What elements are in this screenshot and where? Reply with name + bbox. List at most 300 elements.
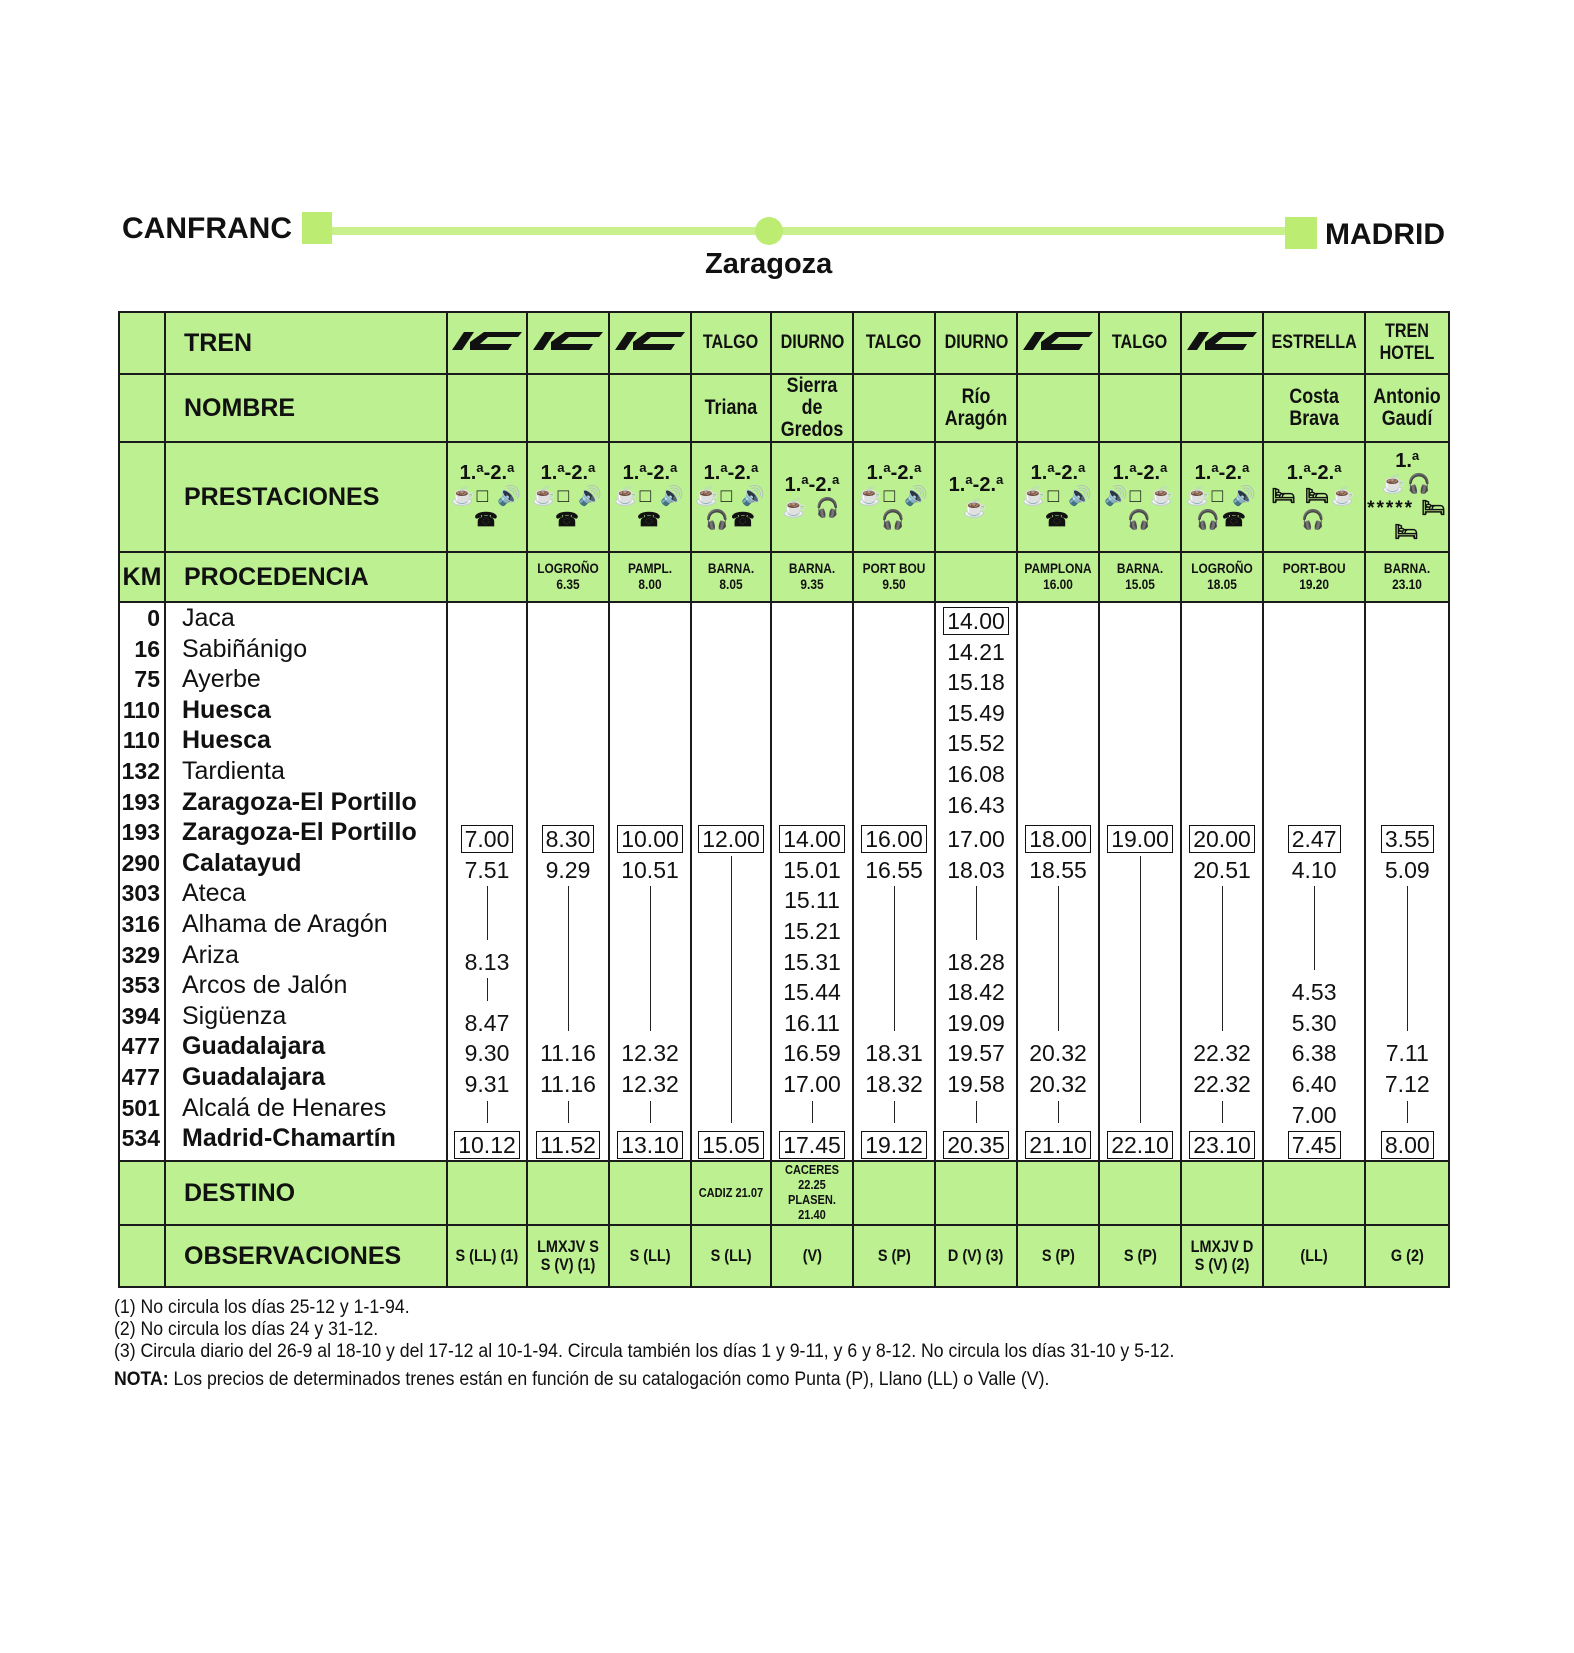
services-icon: ☕□ 🔊☎	[1021, 486, 1095, 531]
train-name-text: Costa Brava	[1289, 385, 1339, 430]
train-destination-9	[1181, 1161, 1263, 1225]
time-value: 8.00	[1381, 1131, 1434, 1159]
time-cell	[1366, 856, 1448, 884]
train-name-2	[609, 374, 691, 442]
time-column-7	[1017, 602, 1099, 1161]
time-value: 20.51	[1193, 856, 1251, 883]
time-value: 16.08	[947, 761, 1005, 787]
train-type-10	[1263, 312, 1365, 374]
train-type-text: TALGO	[866, 332, 922, 353]
observations-text: S (P)	[877, 1245, 911, 1265]
time-cell	[448, 1009, 526, 1037]
train-observations-2	[609, 1225, 691, 1287]
train-services-3	[691, 442, 771, 552]
class-text: 1.ª-2.ª	[622, 462, 678, 484]
time-value: 15.44	[783, 979, 841, 1006]
services-icon: 🛏 🛏☕ 🎧	[1271, 486, 1357, 531]
time-value: 15.11	[784, 887, 840, 914]
train-services-10	[1263, 442, 1365, 552]
time-cell	[936, 978, 1016, 1006]
time-value: 15.21	[783, 918, 841, 944]
class-text: 1.ª-2.ª	[866, 462, 922, 484]
km-header-blank	[119, 312, 165, 374]
time-cell	[1264, 1101, 1364, 1129]
class-text: 1.ª-2.ª	[459, 462, 515, 484]
time-cell	[692, 825, 770, 853]
station-name: Madrid-Chamartín	[182, 1124, 396, 1153]
services-icon: ☕□ 🔊🎧☎	[1185, 486, 1259, 531]
time-cell	[936, 638, 1016, 666]
origin-text: PORT BOU 9.50	[862, 560, 926, 592]
train-name-1	[527, 374, 609, 442]
time-cell	[1264, 1039, 1364, 1067]
origin-text: LOGROÑO 18.05	[1191, 560, 1253, 592]
km-value: 0	[147, 605, 160, 631]
train-name-text: Triana	[704, 396, 758, 419]
time-value: 22.32	[1193, 1040, 1251, 1067]
km-value: 303	[121, 880, 160, 907]
train-observations-6	[935, 1225, 1017, 1287]
time-cell	[772, 1009, 852, 1037]
pass-through-line	[487, 1101, 488, 1124]
pass-through-line	[1222, 886, 1223, 1031]
time-cell	[936, 1009, 1016, 1037]
km-value: 477	[121, 1033, 160, 1060]
time-cell	[448, 1039, 526, 1067]
train-type-6	[935, 312, 1017, 374]
pass-through-line	[650, 1101, 651, 1124]
time-cell	[1366, 1039, 1448, 1067]
train-services-9	[1181, 442, 1263, 552]
km-footer-blank	[119, 1161, 165, 1225]
train-name-0	[447, 374, 527, 442]
time-value: 19.12	[861, 1131, 927, 1159]
time-column-8	[1099, 602, 1181, 1161]
class-text: 1.ª	[1395, 450, 1420, 472]
origin-text: BARNA. 9.35	[788, 560, 836, 592]
train-type-11	[1365, 312, 1449, 374]
time-column-5	[853, 602, 935, 1161]
train-type-4	[771, 312, 853, 374]
train-type-5	[853, 312, 935, 374]
services-icon: ☕□ 🔊🎧	[857, 486, 931, 531]
time-value: 19.57	[947, 1040, 1005, 1067]
observations-text: S (LL)	[710, 1245, 752, 1265]
train-destination-2	[609, 1161, 691, 1225]
train-observations-4	[771, 1225, 853, 1287]
route-via-marker	[755, 217, 783, 245]
train-type-7	[1017, 312, 1099, 374]
time-value: 12.32	[621, 1071, 679, 1097]
time-value: 18.55	[1029, 856, 1087, 883]
origin-text: BARNA. 23.10	[1384, 560, 1431, 592]
train-type-3	[691, 312, 771, 374]
time-cell	[854, 856, 934, 884]
time-value: 18.31	[865, 1040, 923, 1067]
time-value: 20.35	[943, 1131, 1009, 1159]
time-value: 6.40	[1291, 1071, 1337, 1097]
time-cell	[1264, 1131, 1364, 1159]
train-observations-0	[447, 1225, 527, 1287]
time-value: 17.00	[947, 826, 1005, 853]
km-value: 394	[121, 1002, 160, 1029]
km-value: 329	[121, 941, 160, 968]
time-cell	[854, 1131, 934, 1159]
time-cell	[936, 699, 1016, 727]
time-value: 7.00	[461, 825, 514, 853]
time-value: 4.53	[1291, 979, 1337, 1006]
station-name: Guadalajara	[182, 1032, 326, 1061]
time-value: 20.00	[1189, 825, 1255, 853]
station-name: Tardienta	[182, 756, 285, 785]
train-destination-8	[1099, 1161, 1181, 1225]
time-value: 15.52	[947, 730, 1005, 757]
train-services-6	[935, 442, 1017, 552]
train-observations-5	[853, 1225, 935, 1287]
route-start-marker	[302, 212, 332, 244]
train-type-2	[609, 312, 691, 374]
time-value: 9.30	[464, 1040, 510, 1067]
station-name: Huesca	[182, 726, 271, 755]
time-cell	[936, 668, 1016, 696]
time-value: 18.03	[947, 856, 1005, 883]
observations-text: S (LL)	[629, 1245, 671, 1265]
origin-text: PAMPL. 8.00	[627, 560, 673, 592]
station-name: Arcos de Jalón	[182, 971, 348, 1000]
time-cell	[772, 948, 852, 976]
time-value: 16.11	[784, 1009, 840, 1036]
time-cell	[1018, 825, 1098, 853]
pass-through-line	[650, 886, 651, 1031]
observations-text: S (P)	[1041, 1245, 1075, 1265]
intercity-logo-icon	[1021, 328, 1095, 354]
label-tren: TREN	[165, 312, 447, 374]
time-value: 11.16	[540, 1040, 596, 1067]
time-cell	[1182, 1131, 1262, 1159]
train-type-9	[1181, 312, 1263, 374]
km-value: 132	[121, 757, 160, 784]
intercity-logo-icon	[450, 328, 524, 354]
time-value: 11.16	[540, 1071, 596, 1097]
train-destination-1	[527, 1161, 609, 1225]
train-destination-7	[1017, 1161, 1099, 1225]
train-services-1	[527, 442, 609, 552]
time-value: 17.00	[783, 1071, 841, 1097]
station-name: Zaragoza-El Portillo	[182, 818, 417, 847]
services-icon: ☕ 🎧	[782, 498, 842, 519]
time-value: 8.13	[464, 948, 510, 975]
pass-through-line	[1407, 886, 1408, 1031]
km-value: 110	[122, 727, 160, 754]
observations-text: (V)	[802, 1245, 822, 1265]
origin-text: BARNA. 15.05	[1116, 560, 1164, 592]
intercity-logo-icon	[1185, 328, 1259, 354]
train-origin-11	[1365, 552, 1449, 602]
services-icon: ☕□ 🔊☎	[613, 486, 687, 531]
time-column-1	[527, 602, 609, 1161]
label-destino: DESTINO	[165, 1161, 447, 1225]
time-cell	[772, 917, 852, 945]
label-nombre: NOMBRE	[165, 374, 447, 442]
time-cell	[772, 1070, 852, 1098]
time-value: 18.00	[1025, 825, 1091, 853]
train-destination-4	[771, 1161, 853, 1225]
time-cell	[692, 1131, 770, 1159]
time-value: 10.00	[617, 825, 683, 853]
time-value: 15.05	[698, 1131, 764, 1159]
train-destination-11	[1365, 1161, 1449, 1225]
train-type-0	[447, 312, 527, 374]
time-column-3	[691, 602, 771, 1161]
route-origin: CANFRANC	[122, 212, 292, 245]
km-value: 110	[122, 696, 160, 723]
route-line	[305, 227, 1315, 235]
time-cell	[936, 791, 1016, 819]
time-value: 4.10	[1291, 856, 1337, 883]
time-value: 8.30	[542, 825, 595, 853]
time-value: 22.32	[1193, 1071, 1251, 1097]
time-cell	[772, 1039, 852, 1067]
class-text: 1.ª-2.ª	[1286, 462, 1342, 484]
class-text: 1.ª-2.ª	[1030, 462, 1086, 484]
time-cell	[1018, 1070, 1098, 1098]
time-cell	[936, 825, 1016, 853]
pass-through-line	[894, 1101, 895, 1124]
train-name-7	[1017, 374, 1099, 442]
time-value: 7.45	[1288, 1131, 1341, 1159]
time-value: 15.31	[783, 948, 841, 975]
train-type-8	[1099, 312, 1181, 374]
train-services-7	[1017, 442, 1099, 552]
observations-text: S (LL) (1)	[455, 1245, 519, 1265]
train-origin-3	[691, 552, 771, 602]
km-value: 193	[121, 788, 160, 815]
time-cell	[1018, 1131, 1098, 1159]
nota	[114, 1369, 1174, 1391]
time-value: 8.47	[464, 1009, 510, 1036]
time-cell	[1100, 1131, 1180, 1159]
class-text: 1.ª-2.ª	[1112, 462, 1168, 484]
pass-through-line	[1058, 1101, 1059, 1124]
time-value: 18.32	[865, 1071, 923, 1097]
train-type-text: DIURNO	[780, 332, 844, 353]
observations-text: (LL)	[1300, 1245, 1328, 1265]
train-name-6	[935, 374, 1017, 442]
train-observations-8	[1099, 1225, 1181, 1287]
time-cell	[448, 825, 526, 853]
observations-text: LMXJV D S (V) (2)	[1190, 1236, 1254, 1274]
time-cell	[1366, 825, 1448, 853]
route-via: Zaragoza	[705, 248, 833, 280]
route-end-marker	[1285, 217, 1317, 249]
time-cell	[936, 607, 1016, 635]
time-value: 9.31	[464, 1071, 510, 1097]
nota-text: Los precios de determinados trenes están en función de su catalogación como Punta (P), Llano (LL) o Valle (V).	[168, 1369, 1050, 1390]
time-column-6	[935, 602, 1017, 1161]
train-destination-5	[853, 1161, 935, 1225]
time-value: 10.12	[454, 1131, 520, 1159]
train-name-5	[853, 374, 935, 442]
time-value: 5.30	[1291, 1009, 1337, 1036]
train-name-11	[1365, 374, 1449, 442]
time-value: 16.43	[947, 791, 1005, 818]
time-value: 11.52	[536, 1131, 600, 1159]
time-cell	[528, 856, 608, 884]
station-name: Ariza	[182, 940, 239, 969]
km-value: 477	[121, 1063, 160, 1090]
time-cell	[610, 1070, 690, 1098]
train-services-2	[609, 442, 691, 552]
services-icon: ☕🎧 ***** 🛏🛏	[1367, 474, 1448, 543]
pass-through-line	[1222, 1101, 1223, 1124]
time-value: 12.00	[698, 825, 764, 853]
time-value: 17.45	[779, 1131, 845, 1159]
train-origin-2	[609, 552, 691, 602]
train-name-9	[1181, 374, 1263, 442]
time-cell	[936, 1039, 1016, 1067]
time-cell	[772, 856, 852, 884]
timetable	[118, 311, 1450, 1288]
time-value: 7.51	[464, 856, 510, 883]
time-value: 21.10	[1025, 1131, 1091, 1159]
train-origin-4	[771, 552, 853, 602]
time-value: 6.38	[1291, 1040, 1337, 1067]
services-icon: 🔊□ ☕🎧	[1103, 486, 1177, 531]
time-value: 2.47	[1288, 825, 1341, 853]
station-column	[165, 602, 447, 1161]
time-cell	[610, 1131, 690, 1159]
train-origin-1	[527, 552, 609, 602]
time-column-4	[771, 602, 853, 1161]
train-destination-3	[691, 1161, 771, 1225]
nota-label: NOTA:	[114, 1369, 169, 1390]
time-cell	[448, 1070, 526, 1098]
train-observations-3	[691, 1225, 771, 1287]
time-cell	[610, 1039, 690, 1067]
station-name: Jaca	[182, 604, 235, 632]
destination-text: CACERES 22.25 PLASEN. 21.40	[784, 1162, 840, 1222]
train-observations-7	[1017, 1225, 1099, 1287]
train-name-3	[691, 374, 771, 442]
time-value: 7.11	[1385, 1040, 1429, 1067]
time-cell	[1264, 825, 1364, 853]
observations-text: G (2)	[1390, 1245, 1424, 1265]
km-value: 316	[121, 910, 160, 937]
train-origin-5	[853, 552, 935, 602]
time-cell	[528, 1131, 608, 1159]
time-cell	[610, 856, 690, 884]
time-cell	[610, 825, 690, 853]
time-value: 3.55	[1381, 825, 1434, 853]
origin-text: PORT-BOU 19.20	[1282, 560, 1346, 592]
km-value: 16	[134, 635, 160, 662]
time-cell	[936, 1070, 1016, 1098]
train-name-4	[771, 374, 853, 442]
km-header-blank-2	[119, 374, 165, 442]
time-value: 7.00	[1291, 1101, 1337, 1128]
train-type-text: TALGO	[703, 332, 759, 353]
km-value: 193	[121, 819, 160, 846]
route-destination: MADRID	[1325, 218, 1445, 251]
time-cell	[772, 1131, 852, 1159]
time-cell	[854, 825, 934, 853]
time-cell	[448, 948, 526, 976]
footnote-2: (2) No circula los días 24 y 31-12.	[114, 1319, 379, 1340]
train-origin-9	[1181, 552, 1263, 602]
pass-through-line	[976, 1101, 977, 1124]
time-value: 19.58	[947, 1071, 1005, 1097]
time-value: 16.00	[861, 825, 927, 853]
station-name: Sabiñánigo	[182, 634, 308, 663]
time-value: 23.10	[1189, 1131, 1255, 1159]
train-observations-11	[1365, 1225, 1449, 1287]
time-column-0	[447, 602, 527, 1161]
time-value: 16.59	[783, 1040, 841, 1067]
time-cell	[1366, 1131, 1448, 1159]
train-observations-9	[1181, 1225, 1263, 1287]
time-cell	[1182, 1070, 1262, 1098]
time-value: 15.01	[783, 856, 841, 883]
time-value: 15.49	[947, 699, 1005, 726]
train-origin-0	[447, 552, 527, 602]
time-cell	[528, 825, 608, 853]
train-origin-6	[935, 552, 1017, 602]
station-name: Ateca	[182, 879, 246, 908]
km-value: 75	[134, 666, 160, 693]
time-cell	[1264, 1009, 1364, 1037]
time-value: 5.09	[1384, 856, 1430, 883]
time-value: 18.28	[947, 948, 1005, 975]
time-cell	[936, 1131, 1016, 1159]
class-text: 1.ª-2.ª	[784, 474, 840, 496]
km-header-blank-3	[119, 442, 165, 552]
class-text: 1.ª-2.ª	[1194, 462, 1250, 484]
time-cell	[936, 729, 1016, 757]
observations-text: D (V) (3)	[948, 1245, 1004, 1265]
origin-text: LOGROÑO 6.35	[537, 560, 599, 592]
time-value: 14.00	[943, 607, 1009, 635]
train-name-8	[1099, 374, 1181, 442]
class-text: 1.ª-2.ª	[948, 474, 1004, 496]
time-cell	[772, 978, 852, 1006]
time-value: 7.12	[1384, 1071, 1430, 1097]
time-value: 19.00	[1107, 825, 1173, 853]
services-icon: ☕□ 🔊☎	[450, 486, 524, 531]
time-value: 19.09	[947, 1009, 1005, 1036]
time-value: 15.18	[947, 669, 1005, 696]
time-cell	[1182, 856, 1262, 884]
station-name: Calatayud	[182, 848, 302, 877]
train-services-11	[1365, 442, 1449, 552]
time-cell	[448, 856, 526, 884]
time-cell	[528, 1039, 608, 1067]
time-cell	[772, 825, 852, 853]
pass-through-line	[568, 886, 569, 1031]
km-column	[119, 602, 165, 1161]
station-name: Huesca	[182, 695, 271, 724]
time-cell	[448, 1131, 526, 1159]
time-cell	[528, 1070, 608, 1098]
train-origin-8	[1099, 552, 1181, 602]
pass-through-line	[487, 886, 488, 939]
time-column-11	[1365, 602, 1449, 1161]
time-value: 20.32	[1029, 1071, 1087, 1097]
train-name-text: Río Aragón	[944, 385, 1008, 430]
time-cell	[772, 886, 852, 914]
pass-through-line	[812, 1101, 813, 1124]
train-origin-10	[1263, 552, 1365, 602]
train-origin-7	[1017, 552, 1099, 602]
